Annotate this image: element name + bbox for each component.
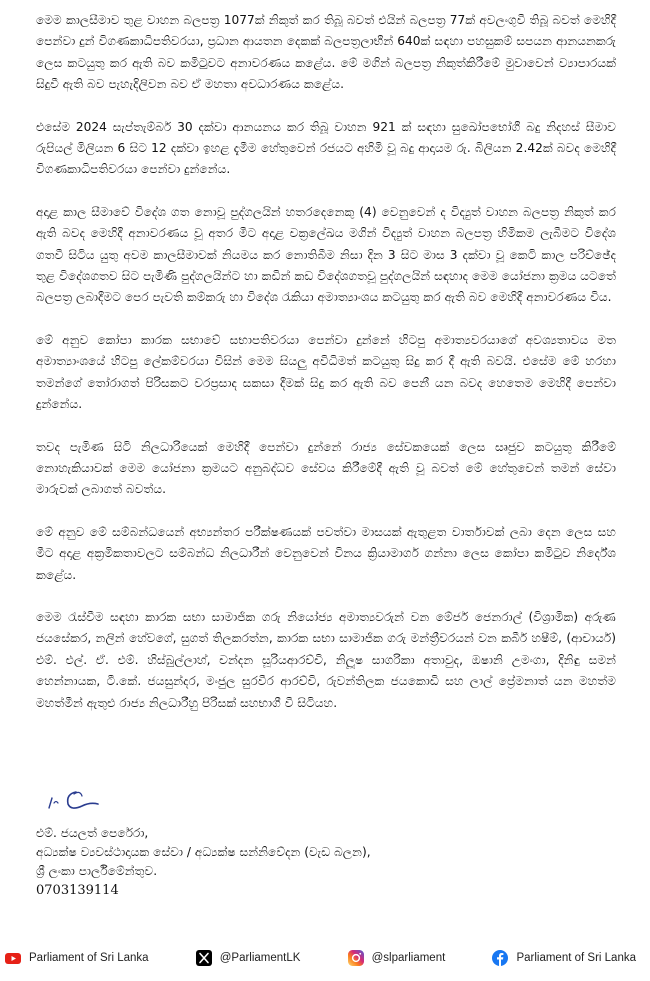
footer-youtube[interactable] [4, 949, 149, 967]
footer-youtube-label: Parliament of Sri Lanka [29, 952, 149, 964]
handwritten-signature [46, 786, 104, 816]
x-icon [195, 949, 213, 967]
signature-block [36, 786, 456, 900]
footer-x-label: @ParliamentLK [219, 952, 301, 964]
article-body [36, 10, 616, 735]
signatory-org: ශ්‍රී ලංකා පාර්ලිමේන්තුව. [36, 864, 158, 878]
paragraph-5: තවද පැමිණ සිටි නිලධාරියෙක් මෙහිදී පෙන්වා දුන්නේ රාජ්‍ය සේවකයෙක් ලෙස සෘජුව කටයුතු කිරීමේ නොහැකියාවක් මෙම යෝජනා ක්‍රමයට අනුබද්ධව සේවය කිරීමේදී ඇති වූ බවත් මේ හේතුවෙන් තමන් සේවා මාරුවක් ලබාගත් බවත්ය. [36, 439, 616, 497]
footer-facebook-label: Parliament of Sri Lanka [516, 952, 636, 964]
signatory-name: එම්. ජයලත් පෙරේරා, [36, 826, 149, 840]
footer-x[interactable] [195, 949, 301, 967]
paragraph-7: මෙම රැස්වීම සඳහා කාරක සභා සාමාජික ගරු නියෝජ්‍ය අමාත්‍යවරුන් වන මේජර් ජෙනරාල් (විශ්‍රාමික) අරුණ ජයසේකර, නලින් හේවගේ, සුගත් තිලකරත්න, කාරක සභා සාමාජික ගරු මන්ත්‍රීවරයන් වන කබීර් හෂීම්, (ආචාර්ය) එම්. එල්. ඒ. එම්. හිස්බුල්ලාහ්, චන්දන සූරියආරච්චි, නිලූෂ සාගරිකා අතාවුද, ඔෂානි උමංගා, දිනිඳු සමන් හෙන්නායක, ටී.කේ. ජයසුන්දර, මංජුල සුරවීර ආරච්චි, රුවන්තිලක ජයකොඩි සහ ලාල් ප්‍රේමනාත් යන මහත්ම මහත්මීන් ඇතුළු රාජ්‍ය නිලධාරීහු පිරිසක් සහභාගී වී සිටියහ. [36, 609, 616, 710]
paragraph-3: අදාළ කාල සීමාවේ විදේශ ගත නොවූ පුද්ගලයින් හතරදෙනෙකු (4) වෙනුවෙන් ද විද්‍යුත් වාහන බලපත්‍ර නිකුත් කර ඇති බවද මෙහිදී අනාවරණය වූ අතර මීට අදාළ චක්‍රලේඛය මගින් විද්‍යුත් වාහන බලපත්‍ර හිමිකම ලැබීමට විදේශ ගතවී සිටිය යුතු අවම කාලසීමාවක් නියමය කර නොතිබීම නිසා දින 3 සිට මාස 3 දක්වා වූ කෙටි කාල පරිච්ඡේද තුළ විදේශගතව සිට පැමිණි පුද්ගලයින්ට හා කඩින් කඩ විදේශගතවූ පුද්ගලයින් සඳහාද මෙම යෝජනා ක්‍රමය යටතේ බලපත්‍ර ලබාදීමට පෙර පැවති කම්කරු හා විදේශ රැකියා අමාත්‍යාංශය කටයුතු කර ඇති බව මෙහිදී අනාවරණය විය. [36, 204, 616, 305]
facebook-icon [491, 949, 509, 967]
social-footer [0, 945, 650, 971]
signatory-phone: 0703139114 [36, 883, 119, 898]
footer-facebook[interactable] [491, 949, 636, 967]
paragraph-6: මේ අනුව මේ සම්බන්ධයෙන් අභ්‍යන්තර පරීක්ෂණයක් පවත්වා මාසයක් ඇතුළත වාර්තාවක් ලබා දෙන ලෙස සහ මීට අදාළ අක්‍රමිකතාවලට සම්බන්ධ නිලධාරීන් වෙනුවෙන් විනය ක්‍රියාමාර්ග ගන්නා ලෙස කෝපා කමිටුව නිර්දේශ කළේය. [36, 524, 616, 582]
paragraph-1: මෙම කාලසීමාව තුළ වාහන බලපත්‍ර 1077ක් නිකුත් කර තිබූ බවත් එයින් බලපත්‍ර 77ක් අවලංගුවී තිබූ බවත් මෙහිදී පෙන්වා දුන් විගණකාධිපතිවරයා, ප්‍රධාන ආයතන දෙකක් බලපත්‍රලාභීන් 640ක් සඳහා පහසුකම් සපයන ආනයනකරු ලෙස කටයුතු කර ඇති බව කමිටුවට අනාවරණය කළේය. මේ මගින් බලපත්‍ර නිකුත්කිරීමේ මුවාවෙන් ව්‍යාපාරයක් සිදුවී ඇති බව පැහැදිලිවන බව ඒ මහතා අවධාරණය කළේය. [36, 13, 616, 92]
footer-instagram[interactable] [347, 949, 446, 967]
footer-instagram-label: @slparliament [371, 952, 446, 964]
youtube-icon [4, 949, 22, 967]
signatory-title: අධ්‍යක්ෂ ව්‍යවස්ථාදායක සේවා / අධ්‍යක්ෂ සන්නිවේදන (වැඩ බලන), [36, 845, 371, 859]
paragraph-2: එසේම 2024 සැප්තැම්බර් 30 දක්වා ආනයනය කර තිබූ වාහන 921 ක් සඳහා සුඛෝපභෝගී බදු නිදහස් සීමාව රුපියල් මිලියන 6 සිට 12 දක්වා ඉහළ දැමීම හේතුවෙන් රජයට අහිමි වූ බදු ආදායම රු. බිලියන 2.42ක් බවද මෙහිදී විගණකාධිපතිවරයා පෙන්වා දුන්නේය. [36, 119, 616, 177]
instagram-icon [347, 949, 365, 967]
paragraph-4: මේ අනුව කෝපා කාරක සභාවේ සභාපතිවරයා පෙන්වා දුන්නේ හිටපු අමාත්‍යවරයාගේ අවශ්‍යතාවය මත අමාත්‍යාංශයේ හිටපු ලේකම්වරයා විසින් මෙම සියලු අවිධිමත් කටයුතු සිදු කර දී ඇති බවයි. එසේම මේ හරහා තමන්ගේ තෝරාගත් පිරිසකට වරප්‍රසාද සකසා දීමක් සිදු කර ඇති බව පෙනී යන බවද හෙතෙම මෙහිදී පෙන්වා දුන්නේය. [36, 332, 616, 412]
